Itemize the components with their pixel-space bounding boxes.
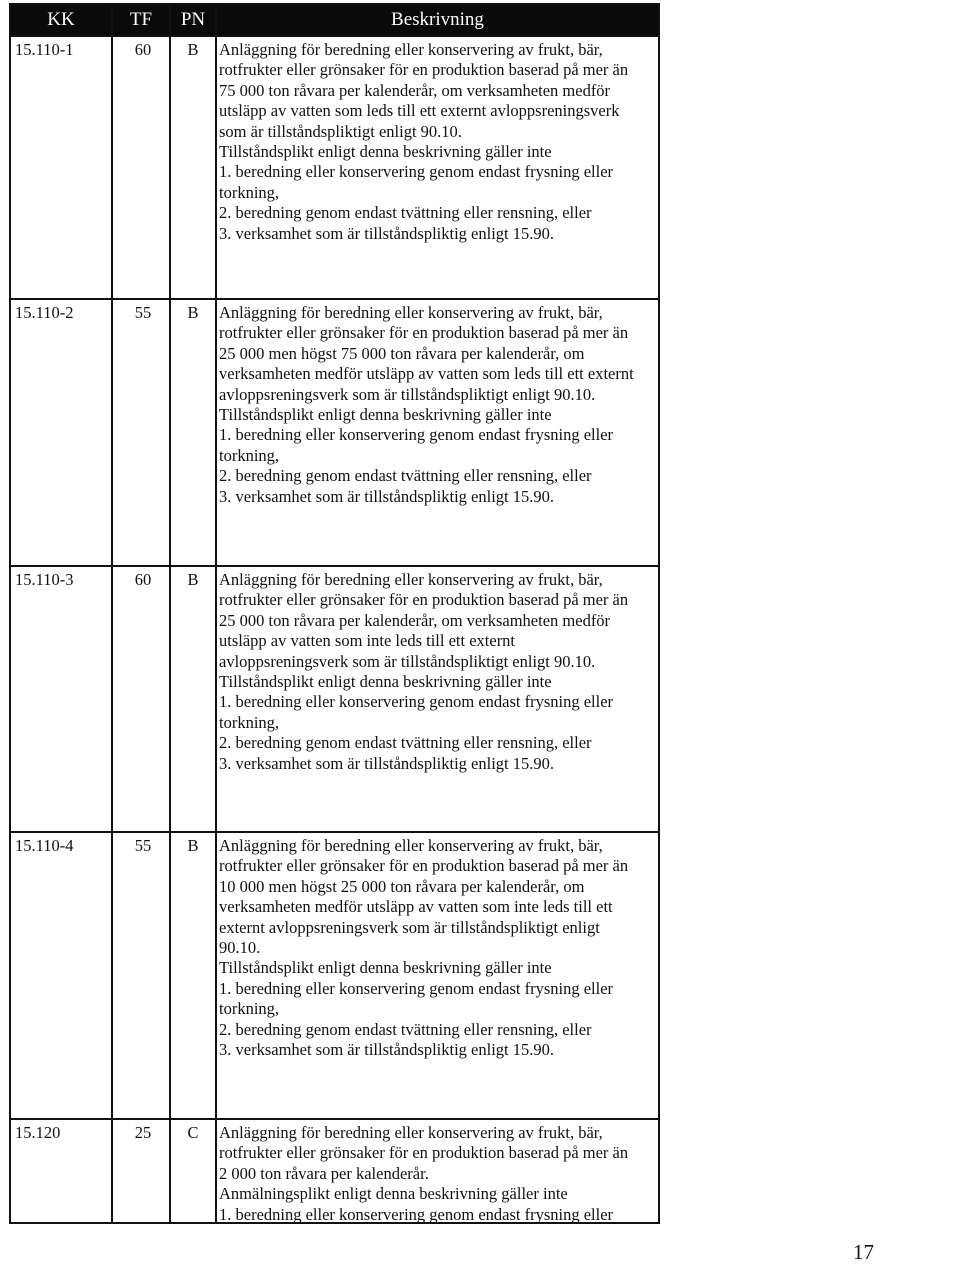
description-line: rotfrukter eller grönsaker för en produktion baserad på mer än bbox=[219, 323, 629, 343]
description-line: 1. beredning eller konservering genom endast frysning eller bbox=[219, 978, 614, 998]
description-line: externt avloppsreningsverk som är tillståndspliktigt enligt bbox=[219, 917, 600, 937]
description-line: Anläggning för beredning eller konservering av frukt, bär, bbox=[219, 836, 603, 855]
pn-class: B bbox=[187, 40, 199, 59]
description bbox=[219, 40, 655, 244]
description-line: rotfrukter eller grönsaker för en produktion baserad på mer än bbox=[219, 1143, 629, 1163]
description-line: Anläggning för beredning eller konservering av frukt, bär, bbox=[219, 570, 603, 589]
description-line: 1. beredning eller konservering genom endast frysning eller bbox=[219, 692, 614, 712]
description-line: verksamheten medför utsläpp av vatten som inte leds till ett bbox=[219, 897, 613, 917]
tf-value: 60 bbox=[134, 40, 152, 59]
header-pn: PN bbox=[180, 9, 206, 30]
kk-code: 15.110-4 bbox=[15, 836, 74, 855]
description-line: 25 000 ton råvara per kalenderår, om verksamheten medför bbox=[219, 610, 611, 630]
description-line: 2 000 ton råvara per kalenderår. bbox=[219, 1163, 429, 1183]
column-divider bbox=[169, 5, 171, 1222]
page-number: 17 bbox=[853, 1240, 874, 1264]
tf-value: 55 bbox=[134, 303, 152, 322]
description-line: rotfrukter eller grönsaker för en produktion baserad på mer än bbox=[219, 60, 629, 80]
pn-class: B bbox=[187, 303, 199, 322]
tf-value: 60 bbox=[134, 570, 152, 589]
description-line: Tillståndsplikt enligt denna beskrivning gäller inte bbox=[219, 672, 552, 692]
description-line: torkning, bbox=[219, 182, 280, 202]
column-divider bbox=[111, 5, 113, 1222]
pn-class: B bbox=[187, 570, 199, 589]
description-line: 2. beredning genom endast tvättning eller rensning, eller bbox=[219, 466, 592, 486]
description bbox=[219, 1123, 655, 1225]
description-line: Tillståndsplikt enligt denna beskrivning gäller inte bbox=[219, 958, 552, 978]
description-line: verksamheten medför utsläpp av vatten som leds till ett externt bbox=[219, 364, 634, 384]
description-line: 3. verksamhet som är tillståndspliktig enligt 15.90. bbox=[219, 223, 555, 243]
description-line: 2. beredning genom endast tvättning eller rensning, eller bbox=[219, 203, 592, 223]
header-description: Beskrivning bbox=[391, 9, 484, 30]
pn-class: B bbox=[187, 836, 199, 855]
row-divider bbox=[11, 298, 658, 300]
description-line: avloppsreningsverk som är tillståndspliktigt enligt 90.10. bbox=[219, 651, 596, 671]
description-line: Anläggning för beredning eller konservering av frukt, bär, bbox=[219, 40, 603, 59]
description-line: Tillståndsplikt enligt denna beskrivning gäller inte bbox=[219, 142, 552, 162]
description-line: 3. verksamhet som är tillståndspliktig enligt 15.90. bbox=[219, 753, 555, 773]
description-line: 90.10. bbox=[219, 938, 261, 958]
kk-code: 15.110-2 bbox=[15, 303, 74, 322]
description bbox=[219, 836, 655, 1060]
kk-code: 15.110-3 bbox=[15, 570, 74, 589]
description-line: torkning, bbox=[219, 712, 280, 732]
description-line: 1. beredning eller konservering genom endast frysning eller bbox=[219, 1204, 614, 1224]
row-divider bbox=[11, 831, 658, 833]
description-line: 1. beredning eller konservering genom endast frysning eller bbox=[219, 425, 614, 445]
tf-value: 25 bbox=[134, 1123, 152, 1142]
description-line: rotfrukter eller grönsaker för en produktion baserad på mer än bbox=[219, 590, 629, 610]
description-line: 10 000 men högst 25 000 ton råvara per kalenderår, om bbox=[219, 876, 585, 896]
header-divider bbox=[11, 35, 658, 37]
row-divider bbox=[11, 565, 658, 567]
row-divider bbox=[11, 1118, 658, 1120]
description-line: torkning, bbox=[219, 999, 280, 1019]
description-line: Anmälningsplikt enligt denna beskrivning gäller inte bbox=[219, 1184, 568, 1204]
regulation-table bbox=[9, 3, 660, 1224]
description bbox=[219, 570, 655, 774]
description-line: 1. beredning eller konservering genom endast frysning eller bbox=[219, 162, 614, 182]
pn-class: C bbox=[187, 1123, 199, 1142]
description-line: 2. beredning genom endast tvättning eller rensning, eller bbox=[219, 733, 592, 753]
description-line: Anläggning för beredning eller konservering av frukt, bär, bbox=[219, 303, 603, 322]
description-line: utsläpp av vatten som inte leds till ett externt bbox=[219, 631, 516, 651]
kk-code: 15.120 bbox=[15, 1123, 61, 1142]
description-line: som är tillståndspliktigt enligt 90.10. bbox=[219, 121, 462, 141]
description-line: torkning, bbox=[219, 445, 280, 465]
description-line: Tillståndsplikt enligt denna beskrivning gäller inte bbox=[219, 405, 552, 425]
description-line: 3. verksamhet som är tillståndspliktig enligt 15.90. bbox=[219, 486, 555, 506]
description-line: Anläggning för beredning eller konservering av frukt, bär, bbox=[219, 1123, 603, 1142]
header-kk: KK bbox=[47, 9, 75, 30]
description-line: avloppsreningsverk som är tillståndspliktigt enligt 90.10. bbox=[219, 384, 596, 404]
header-tf: TF bbox=[129, 9, 153, 30]
description-line: 2. beredning genom endast tvättning eller rensning, eller bbox=[219, 1019, 592, 1039]
description-line: utsläpp av vatten som leds till ett externt avloppsreningsverk bbox=[219, 101, 620, 121]
tf-value: 55 bbox=[134, 836, 152, 855]
description-line: rotfrukter eller grönsaker för en produktion baserad på mer än bbox=[219, 856, 629, 876]
kk-code: 15.110-1 bbox=[15, 40, 74, 59]
description-line: 25 000 men högst 75 000 ton råvara per kalenderår, om bbox=[219, 343, 585, 363]
column-divider bbox=[215, 5, 217, 1222]
description-line: 3. verksamhet som är tillståndspliktig enligt 15.90. bbox=[219, 1040, 555, 1060]
table-header bbox=[11, 5, 658, 35]
description bbox=[219, 303, 655, 507]
description-line: 75 000 ton råvara per kalenderår, om verksamheten medför bbox=[219, 80, 611, 100]
